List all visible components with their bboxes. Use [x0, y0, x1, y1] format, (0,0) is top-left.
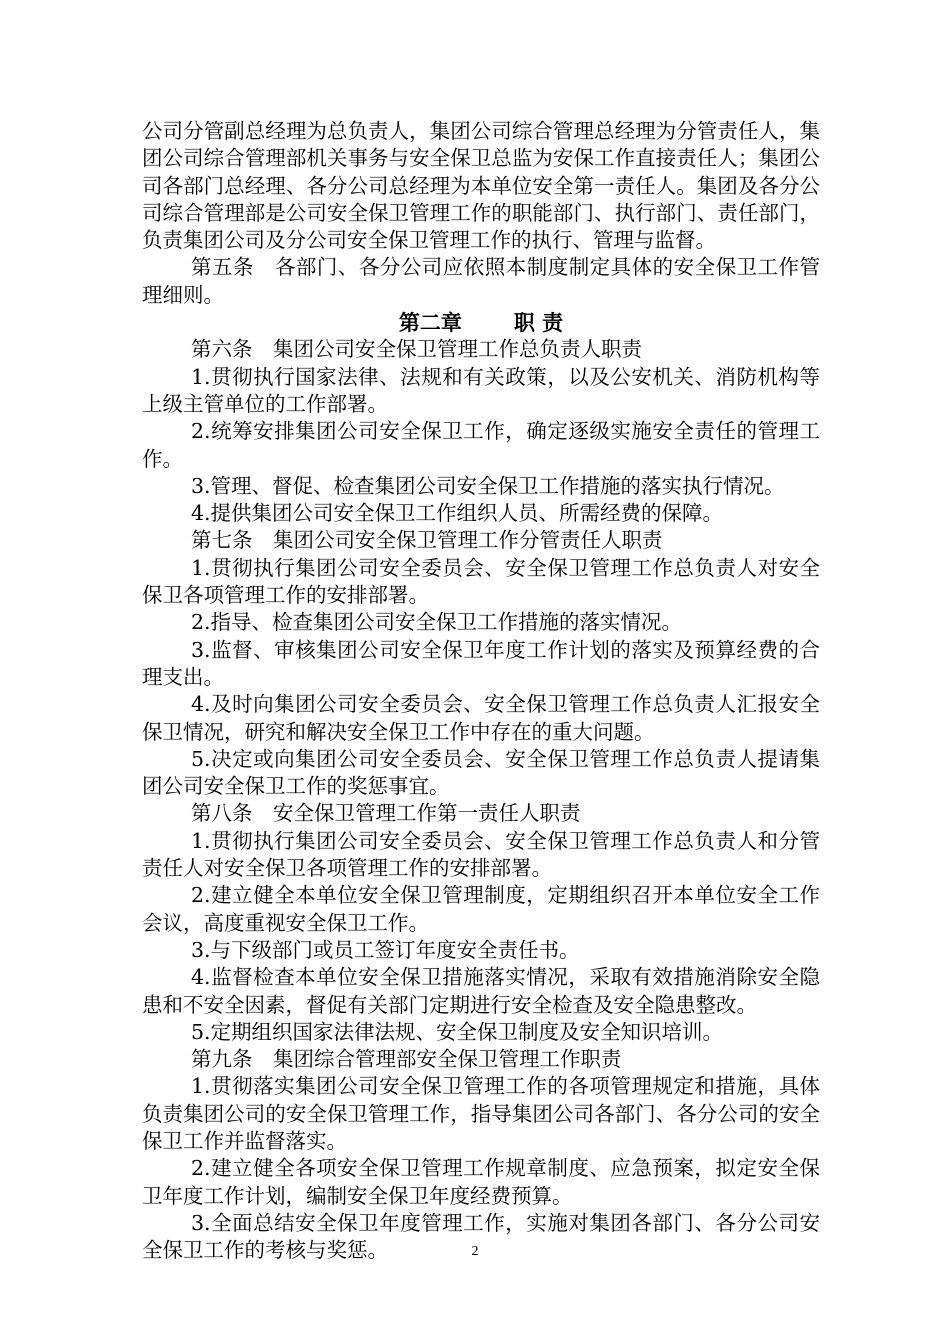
paragraph: 第五条 各部门、各分公司应依照本制度制定具体的安全保卫工作管理细则。 — [142, 255, 820, 307]
paragraph: 4.监督检查本单位安全保卫措施落实情况，采取有效措施消除安全隐患和不安全因素，督促有关部门定期进行安全检查及安全隐患整改。 — [142, 965, 820, 1017]
paragraph: 3.全面总结安全保卫年度管理工作，实施对集团各部门、各分公司安全保卫工作的考核与奖惩。 — [142, 1210, 820, 1263]
paragraph: 5.定期组织国家法律法规、安全保卫制度及安全知识培训。 — [191, 1019, 724, 1044]
paragraph: 4.及时向集团公司安全委员会、安全保卫管理工作总负责人汇报安全保卫情况，研究和解决安全保卫工作中存在的重大问题。 — [142, 692, 820, 744]
chapter-title: 职 责 — [513, 310, 564, 336]
chapter-number: 第二章 — [398, 310, 462, 336]
chapter-heading — [142, 309, 820, 336]
paragraph: 5.决定或向集团公司安全委员会、安全保卫管理工作总负责人提请集团公司安全保卫工作的奖惩事宜。 — [142, 746, 820, 799]
paragraph: 2.指导、检查集团公司安全保卫工作措施的落实情况。 — [191, 610, 683, 635]
paragraph: 1.贯彻执行国家法律、法规和有关政策，以及公安机关、消防机构等上级主管单位的工作部署。 — [142, 364, 820, 416]
paragraph: 1.贯彻落实集团公司安全保卫管理工作的各项管理规定和措施，具体负责集团公司的安全保卫管理工作，指导集团公司各部门、各分公司的安全保卫工作并监督落实。 — [142, 1074, 820, 1153]
paragraph: 1.贯彻执行集团公司安全委员会、安全保卫管理工作总负责人对安全保卫各项管理工作的安排部署。 — [142, 555, 820, 608]
paragraph: 1.贯彻执行集团公司安全委员会、安全保卫管理工作总负责人和分管责任人对安全保卫各项管理工作的安排部署。 — [142, 828, 820, 881]
article-heading: 第八条 安全保卫管理工作第一责任人职责 — [191, 801, 581, 826]
paragraph: 2.建立健全本单位安全保卫管理制度，定期组织召开本单位安全工作会议，高度重视安全保卫工作。 — [142, 883, 820, 935]
document-body — [142, 118, 820, 1264]
paragraph: 4.提供集团公司安全保卫工作组织人员、所需经费的保障。 — [191, 501, 724, 526]
article-heading: 第九条 集团综合管理部安全保卫管理工作职责 — [191, 1047, 622, 1072]
paragraph: 公司分管副总经理为总负责人，集团公司综合管理总经理为分管责任人，集团公司综合管理部机关事务与安全保卫总监为安保工作直接责任人；集团公司各部门总经理、各分公司总经理为本单位安全第一责任人。集团及各分公司综合管理部是公司安全保卫管理工作的职能部门、执行部门、责任部门，负责集团公司及分公司安全保卫管理工作的执行、管理与监督。 — [142, 119, 820, 253]
page-number: 2 — [471, 1244, 479, 1259]
paragraph: 3.管理、督促、检查集团公司安全保卫工作措施的落实执行情况。 — [191, 473, 785, 498]
paragraph: 3.监督、审核集团公司安全保卫年度工作计划的落实及预算经费的合理支出。 — [142, 637, 820, 689]
article-heading: 第七条 集团公司安全保卫管理工作分管责任人职责 — [191, 528, 663, 553]
paragraph: 3.与下级部门或员工签订年度安全责任书。 — [191, 937, 580, 962]
paragraph: 2.统筹安排集团公司安全保卫工作，确定逐级实施安全责任的管理工作。 — [142, 419, 820, 471]
article-heading: 第六条 集团公司安全保卫管理工作总负责人职责 — [191, 337, 642, 362]
paragraph: 2.建立健全各项安全保卫管理工作规章制度、应急预案，拟定安全保卫年度工作计划，编制安全保卫年度经费预算。 — [142, 1156, 820, 1208]
